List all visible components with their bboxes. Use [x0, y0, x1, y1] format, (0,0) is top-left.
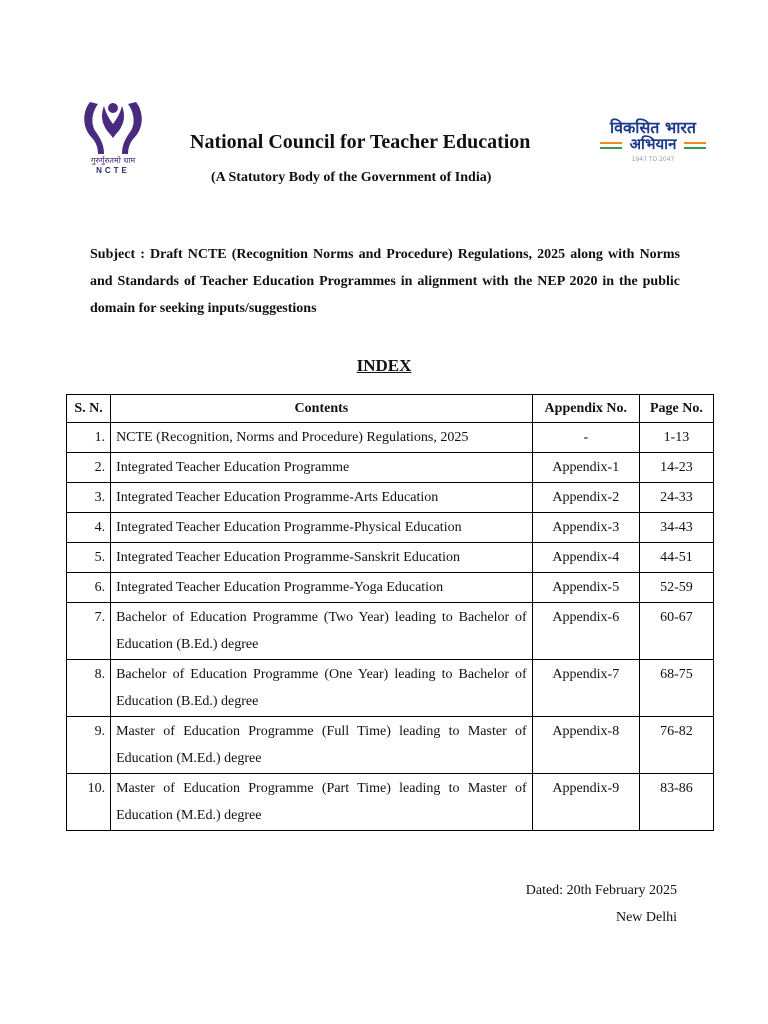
- row-sn: 9.: [67, 717, 111, 774]
- viksit-bharat-line1: विकसित भारत: [609, 118, 697, 137]
- subject-text: Subject : Draft NCTE (Recognition Norms and Procedure) Regulations, 2025 along with Norms and Standards of Teacher Education Programmes in alignment with the NEP 2020 in the public domain for seeking inputs/suggestions: [90, 247, 680, 316]
- row-contents: Integrated Teacher Education Programme: [111, 453, 533, 483]
- viksit-bharat-years: 1947 TO 2047: [631, 156, 675, 163]
- row-sn: 8.: [67, 660, 111, 717]
- row-pages: 24-33: [639, 483, 713, 513]
- row-pages: 52-59: [639, 573, 713, 603]
- place-line: New Delhi: [615, 910, 677, 925]
- row-appendix: Appendix-2: [532, 483, 639, 513]
- table-row: [67, 423, 714, 453]
- row-appendix: Appendix-6: [532, 603, 639, 660]
- row-pages: 60-67: [639, 603, 713, 660]
- row-pages: 68-75: [639, 660, 713, 717]
- organization-title: National Council for Teacher Education: [190, 131, 531, 153]
- ncte-emblem-icon: [80, 98, 146, 156]
- ncte-logo: [80, 98, 146, 178]
- organization-subtitle: (A Statutory Body of the Government of India): [211, 170, 492, 185]
- row-pages: 76-82: [639, 717, 713, 774]
- viksit-bharat-logo: [596, 116, 710, 166]
- row-appendix: Appendix-1: [532, 453, 639, 483]
- table-row: [67, 774, 714, 831]
- row-sn: 6.: [67, 573, 111, 603]
- row-appendix: Appendix-9: [532, 774, 639, 831]
- row-sn: 7.: [67, 603, 111, 660]
- logo-tagline: गुरुर्गुरुतमो धाम: [90, 156, 136, 165]
- row-pages: 83-86: [639, 774, 713, 831]
- row-sn: 5.: [67, 543, 111, 573]
- row-appendix: Appendix-5: [532, 573, 639, 603]
- table-row: [67, 513, 714, 543]
- row-contents: Integrated Teacher Education Programme-Yoga Education: [111, 573, 533, 603]
- logo-abbreviation: NCTE: [96, 166, 130, 175]
- row-sn: 2.: [67, 453, 111, 483]
- row-sn: 1.: [67, 423, 111, 453]
- row-contents: Integrated Teacher Education Programme-Arts Education: [111, 483, 533, 513]
- row-contents: Bachelor of Education Programme (One Year) leading to Bachelor of Education (B.Ed.) degree: [111, 660, 533, 717]
- row-contents: Master of Education Programme (Part Time) leading to Master of Education (M.Ed.) degree: [111, 774, 533, 831]
- row-appendix: Appendix-4: [532, 543, 639, 573]
- row-appendix: Appendix-3: [532, 513, 639, 543]
- row-contents: Bachelor of Education Programme (Two Year) leading to Bachelor of Education (B.Ed.) degree: [111, 603, 533, 660]
- row-pages: 14-23: [639, 453, 713, 483]
- subject-paragraph: [90, 241, 680, 322]
- row-sn: 3.: [67, 483, 111, 513]
- index-title: INDEX: [356, 356, 412, 375]
- row-sn: 10.: [67, 774, 111, 831]
- table-row: [67, 573, 714, 603]
- table-row: [67, 483, 714, 513]
- row-pages: 1-13: [639, 423, 713, 453]
- table-row: [67, 543, 714, 573]
- row-contents: Integrated Teacher Education Programme-Sanskrit Education: [111, 543, 533, 573]
- row-pages: 44-51: [639, 543, 713, 573]
- column-header-pages: Page No.: [639, 395, 713, 423]
- column-header-sn: S. N.: [67, 395, 111, 423]
- row-appendix: Appendix-7: [532, 660, 639, 717]
- row-contents: Master of Education Programme (Full Time) leading to Master of Education (M.Ed.) degree: [111, 717, 533, 774]
- table-row: [67, 717, 714, 774]
- column-header-contents: Contents: [111, 395, 533, 423]
- index-table: [66, 394, 714, 831]
- date-line: Dated: 20th February 2025: [525, 883, 677, 898]
- table-row: [67, 453, 714, 483]
- row-pages: 34-43: [639, 513, 713, 543]
- column-header-appendix: Appendix No.: [532, 395, 639, 423]
- table-row: [67, 603, 714, 660]
- row-sn: 4.: [67, 513, 111, 543]
- table-header-row: [67, 395, 714, 423]
- row-appendix: -: [532, 423, 639, 453]
- row-contents: NCTE (Recognition, Norms and Procedure) Regulations, 2025: [111, 423, 533, 453]
- row-appendix: Appendix-8: [532, 717, 639, 774]
- viksit-bharat-line2: अभियान: [629, 135, 677, 153]
- table-row: [67, 660, 714, 717]
- row-contents: Integrated Teacher Education Programme-Physical Education: [111, 513, 533, 543]
